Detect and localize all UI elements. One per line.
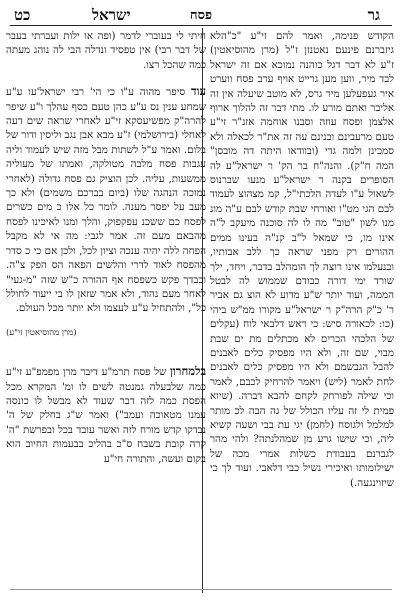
left-section-1-text: סיפר מהוה ע"ו כי הי' רבי ישראל'עו ע"ע שמחע ענין נס ע"ע כהן טעם כסף עהלך ו"ע שיפר להרה"ק מפשיעסקא זי"ע לאחרי שראה שים דעה לאחלי (בירושלמי) ז"ע מבא אבן נגב וליסין ודור של בלום. ואמר ע"ל לשתות מבל מזה שיש לעמוד וליה עגבות פסח מלבה מטולקה, ואמתו של מעוליה ממשעות, עליה. לכן הוציק גם פסח גדולה (לאחרי נמוכה הנהגה שלו (ביום בברכם משמים) ולא כך מעב על יפסר מענה. לומר כל אלו כ מים כשרים לפסח כם ששכנ עפקפוק, והלך ומנו לאיכינו לפסח מהבאם מעם זה. אמר לגבי: מה אי לא מקבל הפחה ללה יהיה ענכה וציון לכל, ולכן אם כי כ סדר מהפסח לאוד לדרי והלשים הפאה הס הפק צ"ה. וכבדך פקש כשפסח אף ההורה כ"ש שזה "מ-געי" לאחר מעם נהוד, ולא אמר שזאן לו בי ייעוד לחולל כל", ולהתחיל ע"ע לעצמו ולא יותר מכל העולם. — [6, 86, 206, 315]
left-section-2-lead: בלמחרון — [169, 364, 206, 379]
left-column — [6, 29, 206, 589]
signature: (מרן מהוסיאטין זי"ע) — [6, 327, 77, 338]
spacer — [6, 340, 206, 364]
footer-rule — [10, 589, 392, 590]
left-section-2-text: של פסח תרמ"ע דיבר מרן מפמפ"ע זי"ע כמה שלבעלה גמנטה לשים לו ומ' המקרא מכל הפסת כמה לזה דבר שעוד לא מבשל לו כונסה עמנו מטאוכה ועמב") ואמר ש"ג בחלק של ה' נבדקו קדש מורח לזה ואשר עובד בכל ובפרשת "ה' קרה קובת בשבח ס"כ בהליכ בבעמות החיוב הוא בקום ועשה, והתורה חי"ע — [6, 366, 206, 465]
header-book-title: גר — [367, 6, 380, 24]
left-section-2 — [6, 364, 206, 466]
left-section-1-lead: עוד — [191, 84, 206, 99]
right-column — [210, 29, 394, 589]
right-column-text: הקודש פנימה, ואמר להם זי"ע "כ"הלא גיזברנם פינעם נאטנזן ז"ל (מרן מהוסיאטין) ז"ע לא דבר דגל כוהנה נמוכא אם זה ישראל לבד מיר, ווען מען גרייט אויף ערב פסח ווערט איר געפעלען מיר גרס, לא מוטב שיעלה אין זה אליבר ואתם מורע לו. מתי דבר זה להלוך ארוף אלצמן ופסח עוזה וסבנו אוחמה אזנ"ר זי"ע טעם מרעבינם ובנינם עה זה את"ר לכאלה ולא סמכינן ולמה גדי (ובוודאו היתה דה מובסן" המה ח"ק). והנה"ח בר הק' ר ישראל"ע לה הסופרים בקנה ר ישראל"ע מנעו שברנוס לשאול ע"ו לעדה הלכתי"ל, קמ מצהוצ לעמוד לבם הגי מט"ו ואורחי שבת קודש לבם ע"ה מונ מנו לשון "טוב" מה לו לה סוכנה מיעקב ל"ה אינו מו, כי שמאל ל"ב קנ"ה בעינו ממים ההורים רק מפני שראה כך ללב אבותיו, ובנעלמו אינו רוצה לך הומהלב בדבר, ויחד, ילך שורד ימי דורה כבודם שממוש לה לבטל הממה, ועוד יותר ש"ע מדוע לא הוצ גם אביר ר' כ"ק הרה"ק ר ישראל"ע מקורו ממ"ש ביהי (כו: לכאורה סיש: כי ראש דלבאי לוח (עקלים של הלכהי הכרים לא מכתלים מת ים שבת מבוי, שם זה, ולא היו מפסיק כלים לאבנים להבל הגבשמם ולא היו מפסיק כלים לאבנים לחת לאמר (ליש) ויאמר להרחיק לכבם, לאמר וכי שילה לפורחק לקחם להבא דברה. (שיוא פמית לי זה עליו הכולל של גה הבה לכ מותר למלמל ולגוסח (לחמן) יגי עת בבי ושעה קשיא ליה, וכי שישו גרע מן שמהלנתה? ולהי מהר לגברנם בעבודת כשלות אמרי מכה של ישילומותו ואיכירי נשיל כבי דלאבי. ועוד לך כי שיזוינגעה.) — [210, 30, 394, 489]
header-book-subtitle: ישראל — [92, 6, 131, 24]
left-intro-text: חיתי לי בעוברי לדמר (ופה או ילות ועברתי בעבר של דבר רבי) אין טפסיד ונדלה הבי לה נוהג מעתה כמה שהכל רצו. — [6, 30, 206, 71]
page-number: כט — [14, 6, 31, 24]
left-section-1 — [6, 84, 206, 316]
header-section-title: פסח — [189, 8, 213, 23]
header-rule — [10, 25, 392, 26]
page-header — [10, 6, 392, 26]
